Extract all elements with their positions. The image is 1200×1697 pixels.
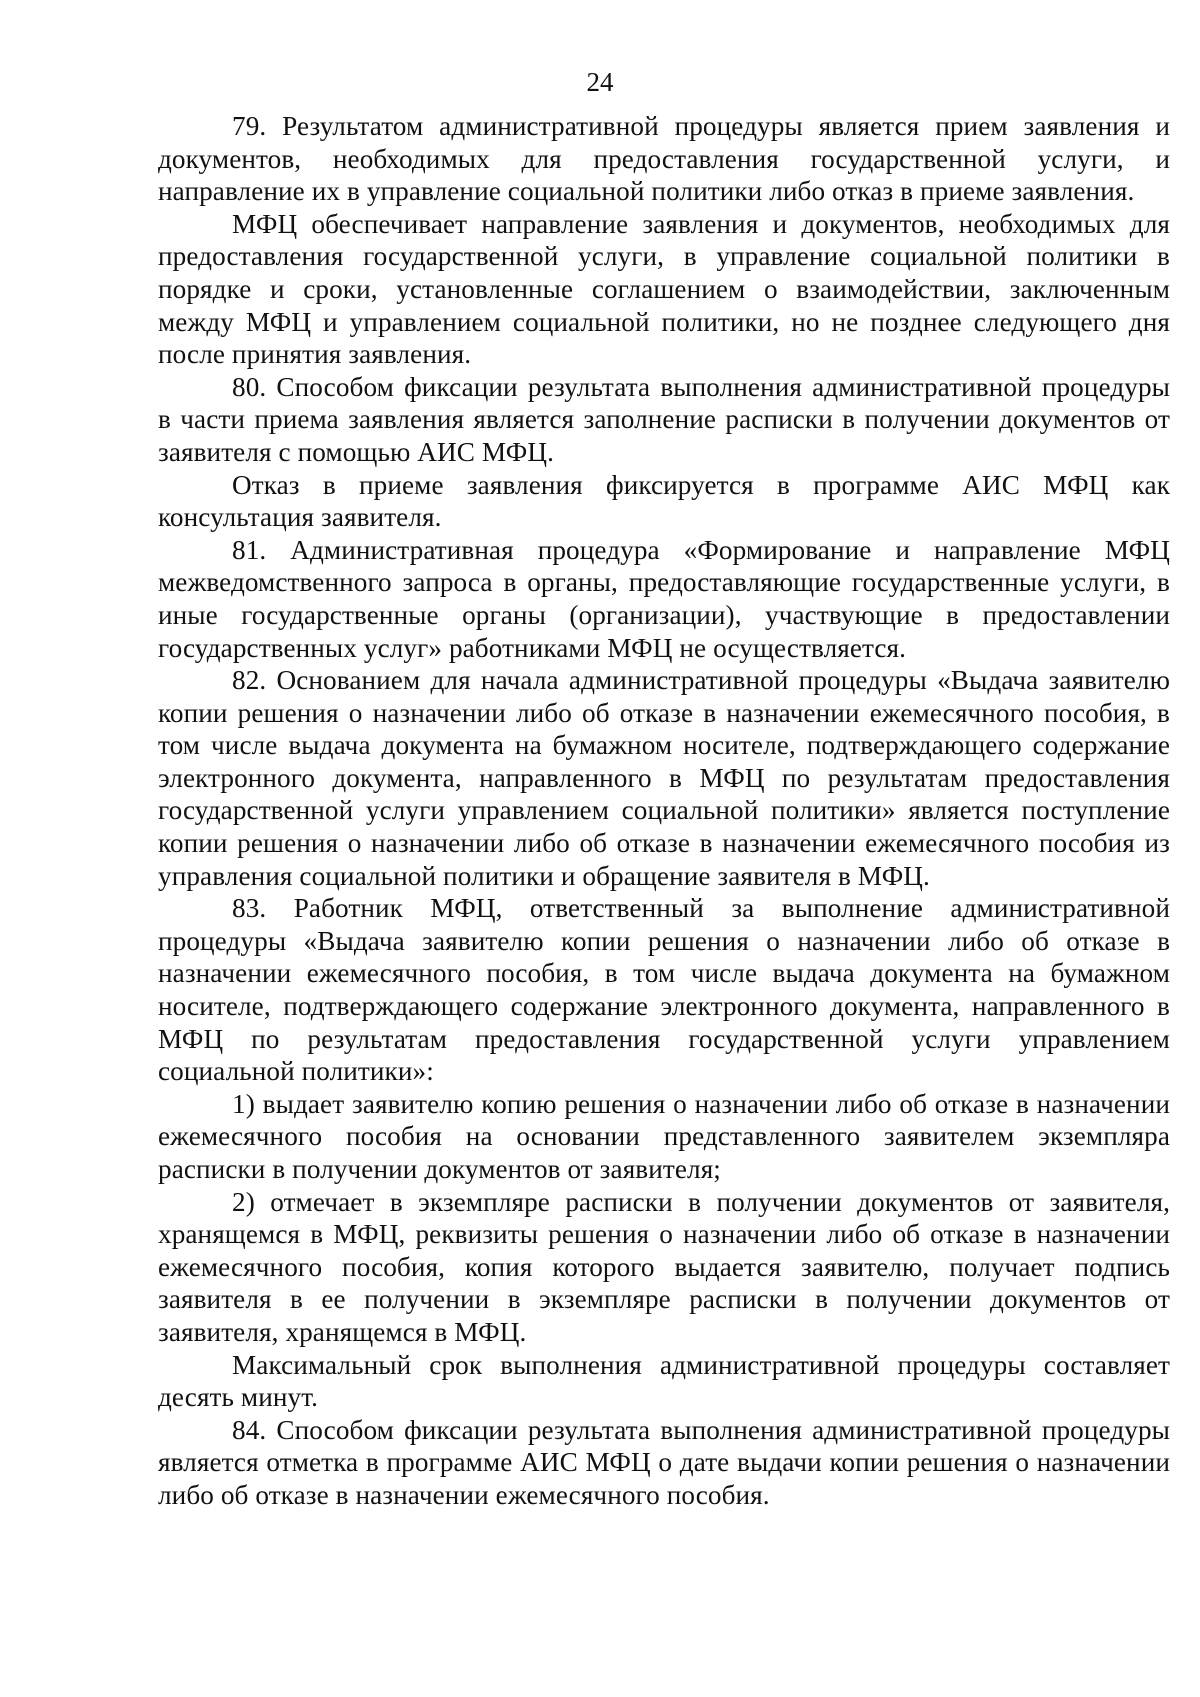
paragraph-81: 81. Административная процедура «Формирование и направление МФЦ межведомственного запроса в органы, предоставляющие государственные услуги, в иные государственные органы (организации), участвующие в предоставлении государственных услуг» работниками МФЦ не осуществляется. [158,534,1170,663]
paragraph-max-duration: Максимальный срок выполнения административной процедуры составляет десять минут. [158,1349,1170,1413]
page-number: 24 [586,67,614,97]
paragraph-84: 84. Способом фиксации результата выполнения административной процедуры является отметка в программе АИС МФЦ о дате выдачи копии решения о назначении либо об отказе в назначении ежемесячного пособия. [158,1414,1170,1510]
document-body [158,110,1170,1512]
paragraph-83-item-1: 1) выдает заявителю копию решения о назначении либо об отказе в назначении ежемесячного пособия на основании представленного заявителем экземпляра расписки в получении документов от заявителя; [158,1088,1170,1184]
paragraph-mfc-sending: МФЦ обеспечивает направление заявления и документов, необходимых для предоставления государственной услуги, в управление социальной политики в порядке и сроки, установленные соглашением о взаимодействии, заключенным между МФЦ и управлением социальной политики, но не позднее следующего дня после принятия заявления. [158,208,1170,370]
paragraph-83: 83. Работник МФЦ, ответственный за выполнение административной процедуры «Выдача заявителю копии решения о назначении либо об отказе в назначении ежемесячного пособия, в том числе выдача документа на бумажном носителе, подтверждающего содержание электронного документа, направленного в МФЦ по результатам предоставления государственной услуги управлением социальной политики»: [158,893,1170,1087]
paragraph-80: 80. Способом фиксации результата выполнения административной процедуры в части приема заявления является заполнение расписки в получении документов от заявителя с помощью АИС МФЦ. [158,371,1170,467]
paragraph-refusal-record: Отказ в приеме заявления фиксируется в программе АИС МФЦ как консультация заявителя. [158,469,1170,533]
paragraph-83-item-2: 2) отмечает в экземпляре расписки в получении документов от заявителя, хранящемся в МФЦ, реквизиты решения о назначении либо об отказе в назначении ежемесячного пособия, копия которого выдается заявителю, получает подпись заявителя в ее получении в экземпляре расписки в получении документов от заявителя, хранящемся в МФЦ. [158,1186,1170,1347]
paragraph-82: 82. Основанием для начала административной процедуры «Выдача заявителю копии решения о назначении либо об отказе в назначении ежемесячного пособия, в том числе выдача документа на бумажном носителе, подтверждающего содержание электронного документа, направленного в МФЦ по результатам предоставления государственной услуги управлением социальной политики» является поступление копии решения о назначении либо об отказе в назначении ежемесячного пособия из управления социальной политики и обращение заявителя в МФЦ. [158,665,1170,891]
paragraph-79: 79. Результатом административной процедуры является прием заявления и документов, необходимых для предоставления государственной услуги, и направление их в управление социальной политики либо отказ в приеме заявления. [158,111,1170,207]
